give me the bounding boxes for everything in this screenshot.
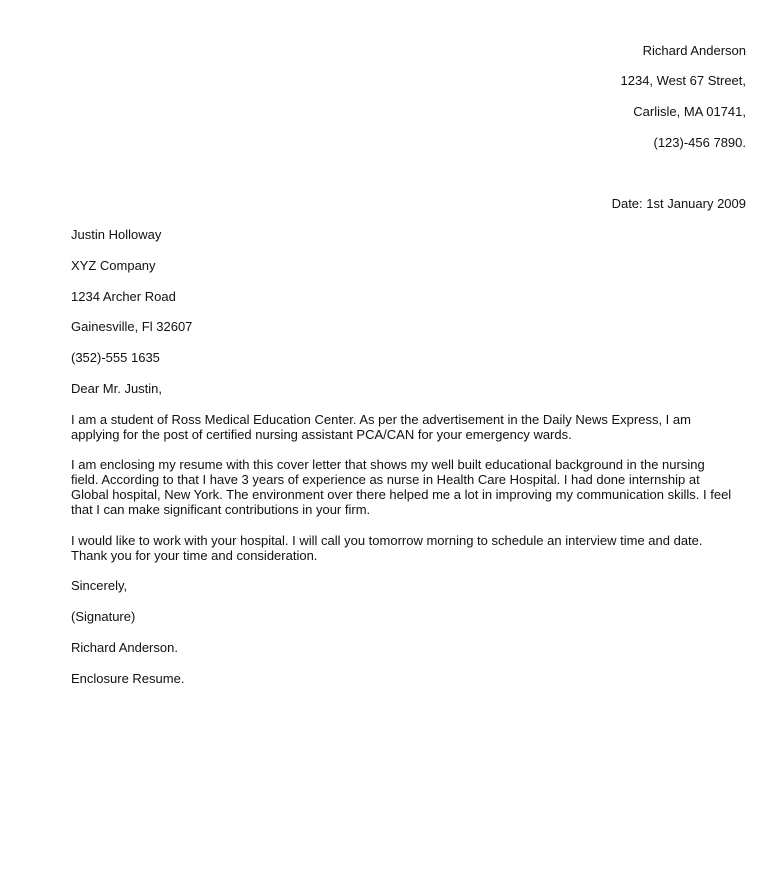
paragraph-line: I am a student of Ross Medical Education Center. As per the advertisement in the Daily News Express, I am [71,412,691,427]
paragraph-line: applying for the post of certified nursing assistant PCA/CAN for your emergency wards. [71,427,572,442]
recipient-city: Gainesville, Fl 32607 [71,319,193,334]
paragraph-line: field. According to that I have 3 years of experience as nurse in Health Care Hospital. I had done internship at [71,472,700,487]
enclosure-note: Enclosure Resume. [71,671,185,686]
paragraph-line: I would like to work with your hospital. I will call you tomorrow morning to schedule an interview time and date. [71,533,703,548]
paragraph-line: I am enclosing my resume with this cover letter that shows my well built educational background in the nursing [71,457,705,472]
recipient-company: XYZ Company [71,258,156,273]
signer-name: Richard Anderson. [71,640,178,655]
paragraph-line: Thank you for your time and consideration. [71,548,318,563]
salutation: Dear Mr. Justin, [71,381,163,396]
recipient-street: 1234 Archer Road [71,289,176,304]
signature-placeholder: (Signature) [71,609,136,624]
body-paragraph-2 [71,457,751,517]
body-paragraph-1 [71,412,751,442]
letter-date: Date: 1st January 2009 [611,196,746,211]
recipient-phone: (352)-555 1635 [71,350,160,365]
sender-name: Richard Anderson [642,43,746,58]
paragraph-line: that I can make significant contributions in your firm. [71,502,371,517]
body-paragraph-3 [71,533,751,563]
sender-city: Carlisle, MA 01741, [633,104,746,119]
sender-phone: (123)-456 7890. [653,135,746,150]
recipient-name: Justin Holloway [71,227,162,242]
sender-street: 1234, West 67 Street, [620,73,746,88]
closing: Sincerely, [71,578,128,593]
paragraph-line: Global hospital, New York. The environment over there helped me a lot in improving my communication skills. I feel [71,487,732,502]
